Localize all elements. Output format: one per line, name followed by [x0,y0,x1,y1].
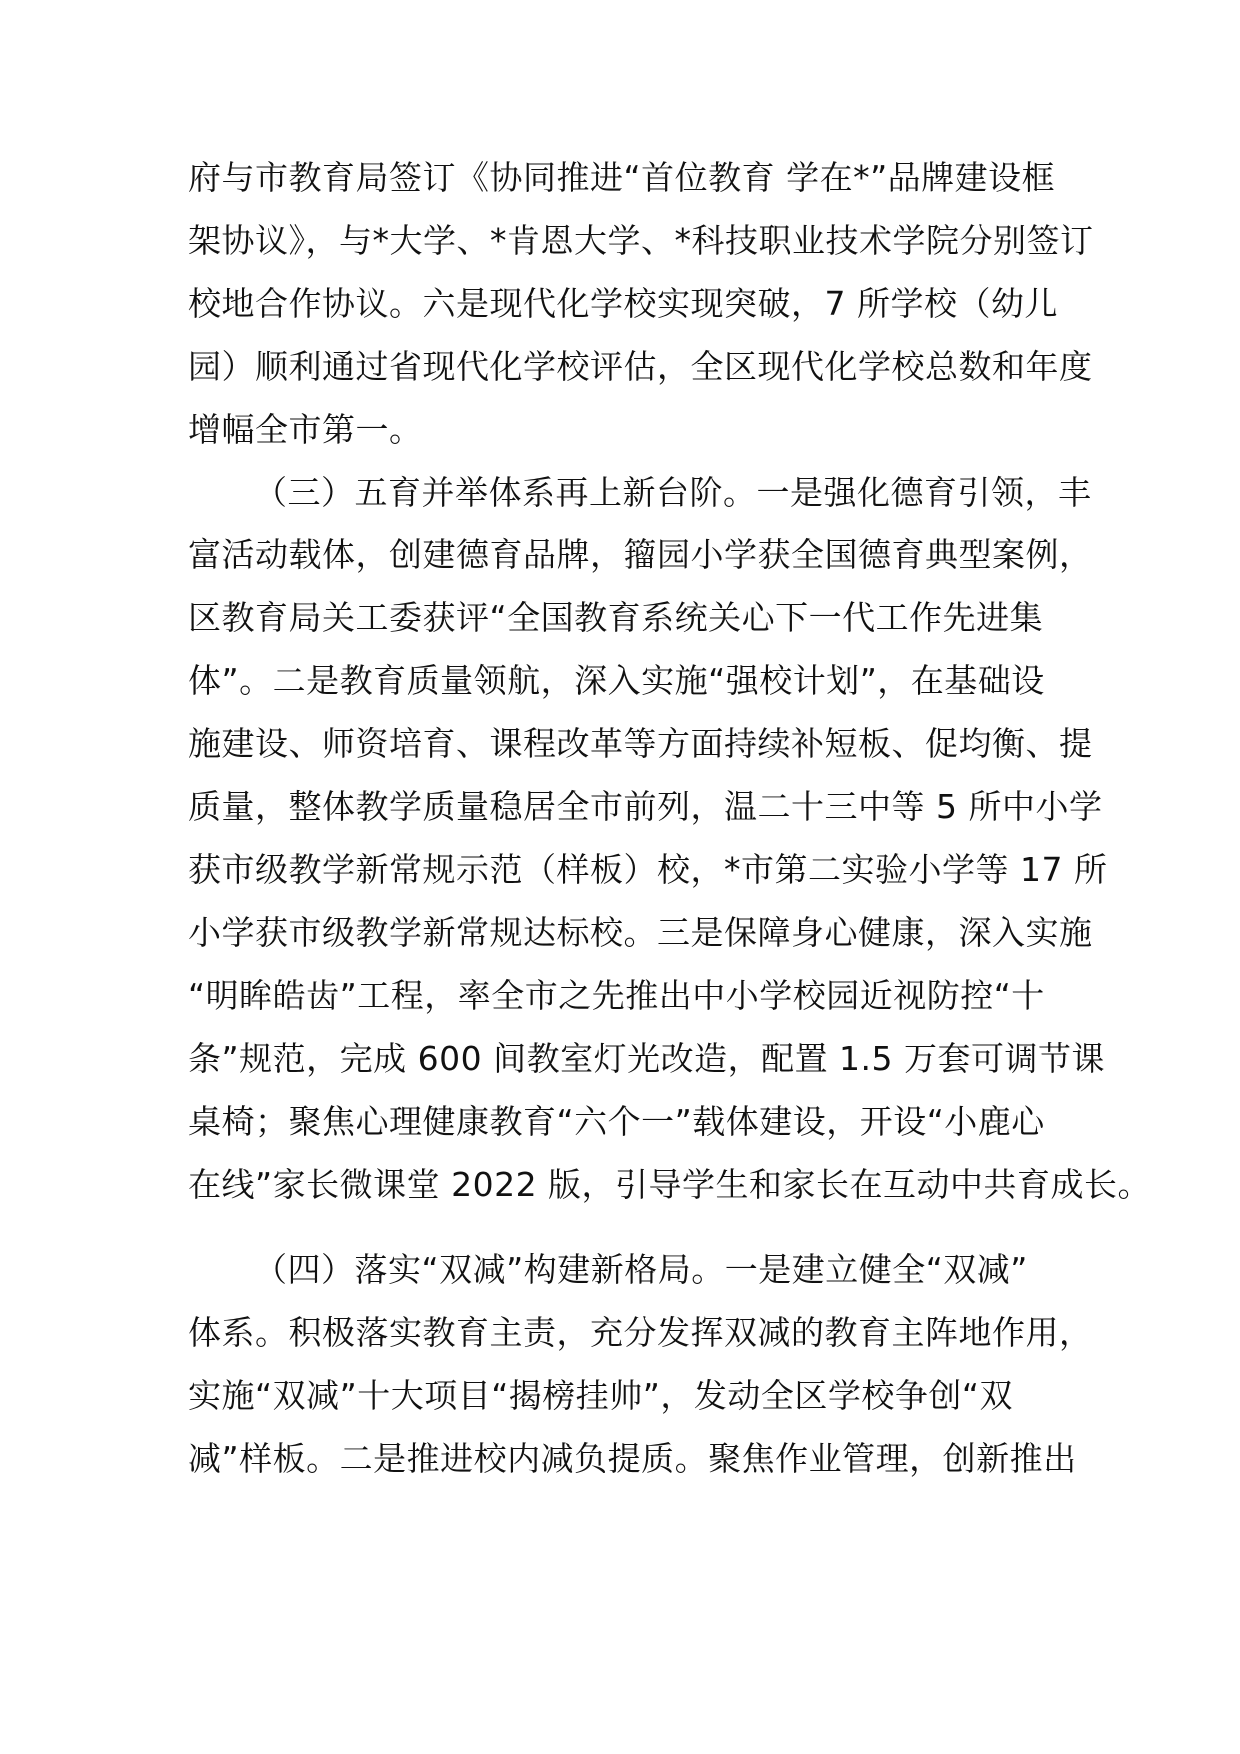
text-line: 施建设、师资培育、课程改革等方面持续补短板、促均衡、提 [188,724,1093,763]
paragraph-heading-line: （四）落实“双减”构建新格局。一是建立健全“双减” [254,1250,1028,1289]
text-line: 获市级教学新常规示范（样板）校，*市第二实验小学等 17 所 [188,850,1108,889]
text-line: 区教育局关工委获评“全国教育系统关心下一代工作先进集 [188,598,1044,637]
text-line: 减”样板。二是推进校内减负提质。聚焦作业管理，创新推出 [188,1439,1077,1478]
text-line: 条”规范，完成 600 间教室灯光改造，配置 1.5 万套可调节课 [188,1039,1106,1078]
text-line: 质量，整体教学质量稳居全市前列，温二十三中等 5 所中小学 [188,787,1103,826]
text-line: 体”。二是教育质量领航，深入实施“强校计划”，在基础设 [188,661,1045,700]
text-line: 校地合作协议。六是现代化学校实现突破，7 所学校（幼儿 [188,284,1058,323]
text-line: 府与市教育局签订《协同推进“首位教育 学在*”品牌建设框 [188,158,1056,197]
text-line: 实施“双减”十大项目“揭榜挂帅”，发动全区学校争创“双 [188,1376,1013,1415]
text-line: “明眸皓齿”工程，率全市之先推出中小学校园近视防控“十 [188,976,1045,1015]
text-line: 富活动载体，创建德育品牌，籀园小学获全国德育典型案例， [188,535,1093,574]
text-line: 园）顺利通过省现代化学校评估，全区现代化学校总数和年度 [188,347,1093,386]
text-line: 小学获市级教学新常规达标校。三是保障身心健康，深入实施 [188,913,1093,952]
paragraph-heading-line: （三）五育并举体系再上新台阶。一是强化德育引领，丰 [254,473,1092,512]
text-line: 在线”家长微课堂 2022 版，引导学生和家长在互动中共育成长。 [188,1165,1152,1204]
text-line: 桌椅；聚焦心理健康教育“六个一”载体建设，开设“小鹿心 [188,1102,1045,1141]
text-line: 体系。积极落实教育主责，充分发挥双减的教育主阵地作用， [188,1313,1093,1352]
text-line: 架协议》，与*大学、*肯恩大学、*科技职业技术学院分别签订 [188,221,1094,260]
text-line: 增幅全市第一。 [188,410,423,449]
